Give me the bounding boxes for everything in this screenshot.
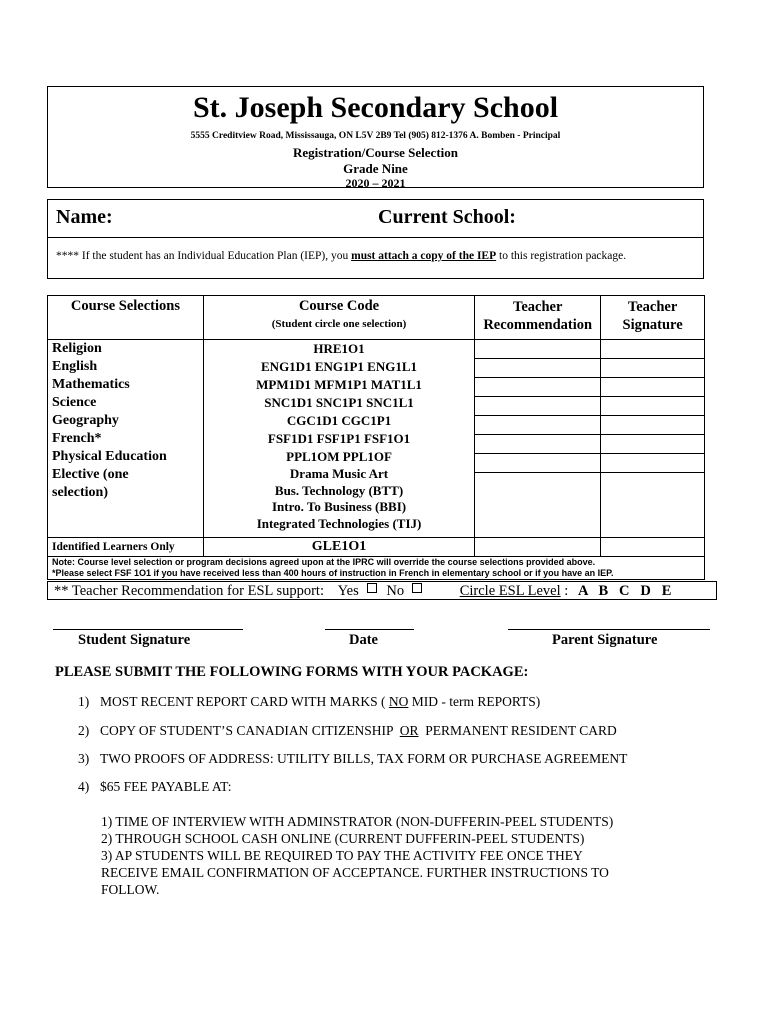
esl-no-label: No <box>386 583 405 599</box>
header-teacher-recommendation: Teacher Recommendation <box>475 296 601 340</box>
table-row <box>48 538 705 557</box>
item-text: $65 FEE PAYABLE AT: <box>100 779 232 794</box>
parent-signature-line[interactable] <box>508 629 710 630</box>
school-year: 2020 – 2021 <box>345 176 406 190</box>
header-course-code-sub: (Student circle one selection) <box>271 318 407 330</box>
esl-support-row <box>47 581 717 600</box>
iep-note-suffix: to this registration package. <box>496 250 627 262</box>
item-text: TWO PROOFS OF ADDRESS: UTILITY BILLS, TAX FORM OR PURCHASE AGREEMENT <box>100 751 628 766</box>
esl-no-checkbox[interactable] <box>412 583 422 593</box>
code-physical-education[interactable]: PPL1OM PPL1OF <box>286 449 392 464</box>
item-text-end: MID - term REPORTS) <box>408 694 541 709</box>
payment-option-2: 2) THROUGH SCHOOL CASH ONLINE (CURRENT DUFFERIN-PEEL STUDENTS) <box>101 831 585 846</box>
recommendation-cell[interactable] <box>475 416 600 435</box>
subject-list-cell <box>48 340 204 538</box>
signature-cell[interactable] <box>601 416 704 435</box>
subject-physical-education: Physical Education <box>52 449 167 464</box>
recommendation-cell[interactable] <box>475 340 600 359</box>
item-number: 4) <box>78 779 90 794</box>
header-box <box>47 86 704 188</box>
date-label: Date <box>349 632 378 648</box>
signature-cell[interactable] <box>601 378 704 397</box>
table-note-row <box>48 557 705 580</box>
iep-note-emphasis: must attach a copy of the IEP <box>351 250 497 262</box>
esl-yes-checkbox[interactable] <box>367 583 377 593</box>
table-row <box>48 340 705 538</box>
code-elective-btt[interactable]: Bus. Technology (BTT) <box>274 482 404 498</box>
signature-cell[interactable] <box>601 435 704 454</box>
list-item <box>78 751 627 767</box>
recommendation-cell[interactable] <box>475 473 600 537</box>
item-number: 3) <box>78 751 90 766</box>
subject-french: French* <box>52 431 102 446</box>
recommendation-cell[interactable] <box>475 454 600 473</box>
current-school-field-label[interactable]: Current School: <box>378 206 516 228</box>
code-mathematics[interactable]: MPM1D1 MFM1P1 MAT1L1 <box>256 377 422 392</box>
item-emphasis: OR <box>399 723 419 738</box>
identified-learners-label: Identified Learners Only <box>48 538 204 557</box>
iep-note-prefix: **** If the student has an Individual Education Plan (IEP), you <box>56 250 352 262</box>
table-notes <box>48 557 705 580</box>
code-english[interactable]: ENG1D1 ENG1P1 ENG1L1 <box>261 359 418 374</box>
student-info-box <box>47 199 704 279</box>
signature-column <box>601 340 705 538</box>
header-course-selections: Course Selections <box>48 296 204 340</box>
list-item <box>78 723 617 739</box>
item-text: COPY OF STUDENT’S CANADIAN CITIZENSHIP <box>100 723 400 738</box>
recommendation-cell[interactable] <box>475 378 600 397</box>
esl-colon: : <box>564 583 569 599</box>
signature-cell[interactable] <box>601 340 704 359</box>
item-number: 2) <box>78 723 90 738</box>
table-header-row <box>48 296 705 340</box>
item-emphasis: NO <box>388 694 409 709</box>
esl-circle-label: Circle ESL Level <box>459 583 561 599</box>
payment-option-3-end: FOLLOW. <box>101 882 160 897</box>
date-line[interactable] <box>325 629 414 630</box>
signature-cell[interactable] <box>601 359 704 378</box>
school-address: 5555 Creditview Road, Mississauga, ON L5V 2B9 Tel (905) 812-1376 A. Bomben - Principal <box>190 131 561 141</box>
iep-note <box>56 250 626 262</box>
subject-english: English <box>52 359 98 374</box>
code-elective-bbi[interactable]: Intro. To Business (BBI) <box>271 499 407 514</box>
item-text-end: PERMANENT RESIDENT CARD <box>418 723 617 738</box>
parent-signature-label: Parent Signature <box>552 632 658 648</box>
payment-option-1: 1) TIME OF INTERVIEW WITH ADMINSTRATOR (NON-DUFFERIN-PEEL STUDENTS) <box>101 814 614 829</box>
subject-elective: Elective (one selection) <box>52 467 129 500</box>
recommendation-cell[interactable] <box>475 435 600 454</box>
code-elective-arts[interactable]: Drama Music Art <box>289 466 389 481</box>
list-item <box>78 694 540 710</box>
list-item <box>78 779 232 795</box>
french-note: *Please select FSF 1O1 if you have received less than 400 hours of instruction in French in elementary school or if you have an IEP. <box>52 568 614 578</box>
code-science[interactable]: SNC1D1 SNC1P1 SNC1L1 <box>264 395 414 410</box>
payment-option-3-cont: RECEIVE EMAIL CONFIRMATION OF ACCEPTANCE. FURTHER INSTRUCTIONS TO <box>101 865 609 880</box>
divider <box>48 237 703 238</box>
signature-cell[interactable] <box>601 397 704 416</box>
iprc-note: Note: Course level selection or program decisions agreed upon at the IPRC will override the course selections provided above. <box>52 557 596 567</box>
header-course-code-cell <box>203 296 474 340</box>
esl-levels[interactable]: A B C D E <box>577 583 672 599</box>
code-identified-learners[interactable]: GLE1O1 <box>203 538 474 557</box>
subject-religion: Religion <box>52 341 102 356</box>
course-selection-table <box>47 295 705 580</box>
student-signature-line[interactable] <box>53 629 243 630</box>
name-field-label[interactable]: Name: <box>56 206 113 228</box>
recommendation-column <box>475 340 601 538</box>
course-code-list-cell <box>203 340 474 538</box>
header-teacher-signature: Teacher Signature <box>601 296 705 340</box>
signature-cell[interactable] <box>601 454 704 473</box>
subject-mathematics: Mathematics <box>52 377 130 392</box>
forms-title: PLEASE SUBMIT THE FOLLOWING FORMS WITH YOUR PACKAGE: <box>55 664 529 680</box>
document-title: Registration/Course Selection <box>292 145 458 160</box>
item-text: MOST RECENT REPORT CARD WITH MARKS ( <box>100 694 389 709</box>
grade-label: Grade Nine <box>343 161 408 176</box>
code-elective-tij[interactable]: Integrated Technologies (TIJ) <box>256 515 422 531</box>
signature-cell[interactable] <box>601 473 704 537</box>
code-geography[interactable]: CGC1D1 CGC1P1 <box>286 413 392 428</box>
payment-option-3: 3) AP STUDENTS WILL BE REQUIRED TO PAY THE ACTIVITY FEE ONCE THEY <box>101 848 583 863</box>
signature-cell[interactable] <box>601 538 705 557</box>
esl-yes-label: Yes <box>337 583 359 599</box>
code-religion[interactable]: HRE1O1 <box>313 341 365 356</box>
code-french[interactable]: FSF1D1 FSF1P1 FSF1O1 <box>267 431 411 446</box>
school-name: St. Joseph Secondary School <box>192 91 559 124</box>
recommendation-cell[interactable] <box>475 538 601 557</box>
recommendation-cell[interactable] <box>475 359 600 378</box>
student-signature-label: Student Signature <box>78 632 191 648</box>
item-number: 1) <box>78 694 90 709</box>
recommendation-cell[interactable] <box>475 397 600 416</box>
subject-geography: Geography <box>52 413 119 428</box>
header-course-code: Course Code <box>298 298 380 314</box>
subject-science: Science <box>52 395 97 410</box>
esl-prompt: ** Teacher Recommendation for ESL support: <box>54 583 324 599</box>
